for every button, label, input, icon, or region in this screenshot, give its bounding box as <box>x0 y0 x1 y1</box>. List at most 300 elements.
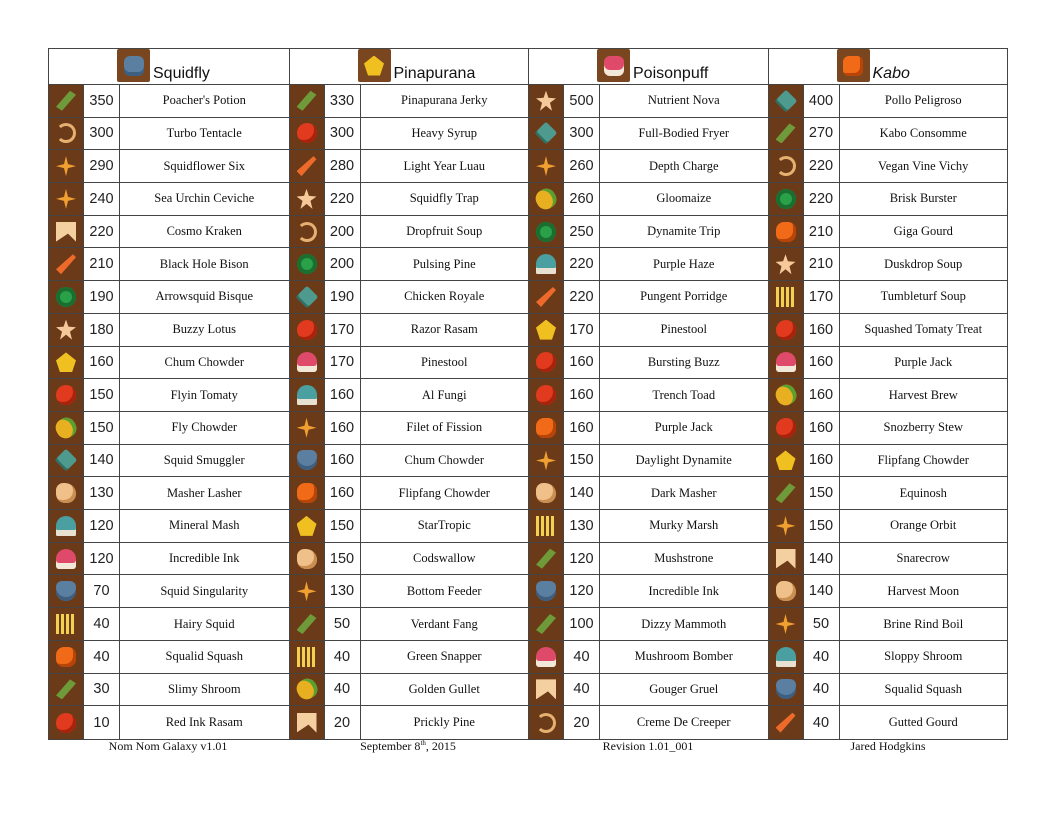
cube-icon-glyph <box>295 286 318 309</box>
cube-icon <box>290 281 325 313</box>
stalk-icon-glyph <box>776 123 796 143</box>
table-row <box>290 510 529 543</box>
recipe-value: 150 <box>564 445 600 477</box>
table-row <box>769 674 1008 707</box>
orange-fruit-icon <box>49 641 84 673</box>
table-row <box>769 248 1008 281</box>
table-row <box>290 412 529 445</box>
table-row <box>769 412 1008 445</box>
recipe-name: Giga Gourd <box>893 224 953 239</box>
green-ring-icon-glyph <box>776 189 796 209</box>
table-row <box>529 477 768 510</box>
recipe-name: Pinestool <box>420 354 468 369</box>
recipe-value: 120 <box>564 543 600 575</box>
table-row <box>49 608 289 641</box>
red-fruit-icon-glyph <box>536 352 556 372</box>
recipe-value: 40 <box>325 674 361 706</box>
recipe-name: Purple Haze <box>653 256 715 271</box>
orange-fruit-icon-glyph <box>776 222 796 242</box>
recipe-value: 180 <box>84 314 120 346</box>
star-icon-glyph <box>776 254 796 274</box>
table-row <box>49 543 289 576</box>
recipe-value: 40 <box>564 674 600 706</box>
recipe-name: Hairy Squid <box>173 616 235 631</box>
recipe-value: 170 <box>564 314 600 346</box>
fries-icon-glyph <box>776 287 796 307</box>
red-fruit-icon <box>769 314 804 346</box>
recipe-value: 200 <box>325 248 361 280</box>
table-row <box>529 445 768 478</box>
orange-fruit-icon <box>290 477 325 509</box>
recipe-name: Flipfang Chowder <box>877 452 969 467</box>
recipe-name: Dropfruit Soup <box>406 224 483 239</box>
swirl-icon <box>290 216 325 248</box>
table-row <box>290 281 529 314</box>
star-icon <box>49 314 84 346</box>
cap-icon-glyph <box>536 254 556 274</box>
mushroom-icon-glyph <box>56 549 76 569</box>
corn-icon-glyph <box>772 381 799 408</box>
red-fruit-icon <box>290 118 325 150</box>
footer-date-ordinal: th <box>420 739 426 747</box>
stalk-icon <box>529 543 564 575</box>
recipe-name: Chum Chowder <box>404 452 484 467</box>
table-row <box>290 314 529 347</box>
star-icon-glyph <box>536 91 556 111</box>
recipe-value: 280 <box>325 150 361 182</box>
recipe-value: 150 <box>804 477 840 509</box>
swirl-icon <box>529 706 564 739</box>
recipe-name: Green Snapper <box>406 649 482 664</box>
recipe-name: Dizzy Mammoth <box>641 616 727 631</box>
recipe-name: Squashed Tomaty Treat <box>864 322 983 337</box>
recipe-name: Duskdrop Soup <box>884 256 963 271</box>
column-title: Poisonpuff <box>633 64 709 82</box>
shield-icon <box>49 575 84 607</box>
recipe-name: Light Year Luau <box>403 158 486 173</box>
fries-icon <box>290 641 325 673</box>
orange-fruit-icon-glyph <box>536 418 556 438</box>
recipe-name: Tumbleturf Soup <box>880 289 966 304</box>
red-fruit-icon-glyph <box>297 123 317 143</box>
corn-icon <box>769 379 804 411</box>
orange-leaf-icon-glyph <box>776 614 796 634</box>
stalk-icon <box>529 608 564 640</box>
recipe-name: Incredible Ink <box>169 551 240 566</box>
recipe-value: 250 <box>564 216 600 248</box>
table-row <box>529 216 768 249</box>
recipe-name: Chum Chowder <box>164 354 244 369</box>
recipe-name: Vegan Vine Vichy <box>878 158 969 173</box>
creature-column-kabo <box>768 49 1008 739</box>
table-row <box>49 314 289 347</box>
recipe-value: 240 <box>84 183 120 215</box>
recipe-value: 170 <box>325 314 361 346</box>
gem-icon-glyph <box>776 450 796 470</box>
carrot-icon-glyph <box>536 287 556 307</box>
recipe-name: Razor Rasam <box>410 322 478 337</box>
recipe-value: 220 <box>564 281 600 313</box>
stalk-icon-glyph <box>536 549 556 569</box>
mushroom-icon <box>290 347 325 379</box>
cube-icon-glyph <box>55 449 78 472</box>
fries-icon-glyph <box>536 516 556 536</box>
recipe-name: Pungent Porridge <box>640 289 728 304</box>
footer-date-year: , 2015 <box>425 739 456 753</box>
table-row <box>290 150 529 183</box>
cap-icon-glyph <box>56 516 76 536</box>
footer-revision: Revision 1.01_001 <box>602 739 694 753</box>
recipe-name: Filet of Fission <box>406 420 483 435</box>
shield-icon <box>529 575 564 607</box>
corn-icon-glyph <box>532 185 559 212</box>
poisonpuff-icon-glyph <box>604 56 624 76</box>
ginger-icon-glyph <box>297 549 317 569</box>
recipe-name: Cosmo Kraken <box>166 224 242 239</box>
recipe-value: 160 <box>84 347 120 379</box>
table-row <box>769 608 1008 641</box>
star-icon <box>769 248 804 280</box>
corn-icon <box>49 412 84 444</box>
recipe-value: 160 <box>564 347 600 379</box>
recipe-value: 150 <box>84 379 120 411</box>
recipe-value: 160 <box>804 347 840 379</box>
cap-icon <box>769 641 804 673</box>
pinapurana-icon-glyph <box>364 56 384 76</box>
orange-fruit-icon <box>529 412 564 444</box>
recipe-name: Dynamite Trip <box>647 224 721 239</box>
swirl-icon-glyph <box>776 156 796 176</box>
recipe-name: Kabo Consomme <box>879 125 967 140</box>
recipe-name: Depth Charge <box>648 158 719 173</box>
gem-icon-glyph <box>297 516 317 536</box>
recipe-value: 160 <box>804 379 840 411</box>
orange-fruit-icon <box>769 216 804 248</box>
flower-icon-glyph <box>536 450 556 470</box>
recipe-value: 70 <box>84 575 120 607</box>
recipe-name: Trench Toad <box>652 387 716 402</box>
recipe-value: 160 <box>325 477 361 509</box>
ginger-icon-glyph <box>56 483 76 503</box>
ginger-icon <box>49 477 84 509</box>
recipe-value: 220 <box>804 150 840 182</box>
recipe-value: 160 <box>564 379 600 411</box>
recipe-name: Pinestool <box>660 322 708 337</box>
recipe-value: 300 <box>564 118 600 150</box>
red-fruit-icon-glyph <box>776 320 796 340</box>
recipe-value: 140 <box>84 445 120 477</box>
recipe-value: 160 <box>325 379 361 411</box>
cap-icon <box>290 379 325 411</box>
gem-icon-glyph <box>536 320 556 340</box>
recipe-name: Verdant Fang <box>410 616 478 631</box>
flower-icon <box>529 445 564 477</box>
table-row <box>290 379 529 412</box>
cap-icon <box>529 248 564 280</box>
column-header <box>529 49 768 85</box>
footer-date <box>288 739 528 755</box>
stalk-icon-glyph <box>56 91 76 111</box>
table-row <box>49 248 289 281</box>
creature-column-poisonpuff <box>528 49 768 739</box>
carrot-icon-glyph <box>297 156 317 176</box>
recipe-name: Mushstrone <box>654 551 714 566</box>
recipe-value: 40 <box>325 641 361 673</box>
table-row <box>529 641 768 674</box>
arrow-icon-glyph <box>536 679 556 699</box>
green-ring-icon <box>769 183 804 215</box>
shield-icon-glyph <box>56 581 76 601</box>
recipe-name: Mineral Mash <box>169 518 240 533</box>
recipe-value: 160 <box>804 314 840 346</box>
fries-icon-glyph <box>56 614 76 634</box>
recipe-name: Sloppy Shroom <box>884 649 963 664</box>
table-row <box>49 216 289 249</box>
table-row <box>529 281 768 314</box>
recipe-name: Pinapurana Jerky <box>401 93 488 108</box>
recipe-name: Slimy Shroom <box>167 681 241 696</box>
ingredient-table <box>48 48 1008 740</box>
stalk-icon <box>49 674 84 706</box>
orange-fruit-icon-glyph <box>297 483 317 503</box>
table-row <box>49 412 289 445</box>
recipe-name: Creme De Creeper <box>636 715 731 730</box>
recipe-value: 140 <box>564 477 600 509</box>
recipe-name: Purple Jack <box>654 420 713 435</box>
table-row <box>769 347 1008 380</box>
table-row <box>769 706 1008 739</box>
stalk-icon-glyph <box>776 483 796 503</box>
red-fruit-icon <box>769 412 804 444</box>
squidfly-icon-glyph <box>124 56 144 76</box>
cube-icon <box>529 118 564 150</box>
swirl-icon-glyph <box>297 222 317 242</box>
carrot-icon <box>769 706 804 739</box>
recipe-name: Prickly Pine <box>413 715 475 730</box>
table-row <box>769 118 1008 151</box>
red-fruit-icon-glyph <box>56 713 76 733</box>
carrot-icon <box>529 281 564 313</box>
recipe-value: 40 <box>804 706 840 739</box>
recipe-value: 160 <box>564 412 600 444</box>
table-row <box>290 445 529 478</box>
recipe-name: Black Hole Bison <box>159 256 249 271</box>
recipe-value: 140 <box>804 543 840 575</box>
table-row <box>49 85 289 118</box>
recipe-name: Flyin Tomaty <box>170 387 238 402</box>
recipe-value: 160 <box>325 412 361 444</box>
shield-icon <box>290 445 325 477</box>
table-row <box>769 510 1008 543</box>
column-header <box>290 49 529 85</box>
star-icon <box>529 85 564 117</box>
recipe-value: 210 <box>804 216 840 248</box>
page-footer <box>48 739 1008 755</box>
recipe-name: Harvest Brew <box>888 387 958 402</box>
red-fruit-icon-glyph <box>536 385 556 405</box>
stalk-icon <box>290 608 325 640</box>
swirl-icon-glyph <box>56 123 76 143</box>
table-row <box>49 477 289 510</box>
recipe-name: Purple Jack <box>894 354 953 369</box>
table-row <box>49 674 289 707</box>
recipe-value: 170 <box>804 281 840 313</box>
recipe-name: Gutted Gourd <box>888 715 958 730</box>
red-fruit-icon-glyph <box>297 320 317 340</box>
recipe-value: 130 <box>325 575 361 607</box>
table-row <box>529 379 768 412</box>
table-row <box>769 575 1008 608</box>
recipe-name: Brine Rind Boil <box>883 616 964 631</box>
mushroom-icon-glyph <box>536 647 556 667</box>
orange-leaf-icon-glyph <box>56 189 76 209</box>
recipe-value: 40 <box>804 641 840 673</box>
recipe-name: StarTropic <box>417 518 471 533</box>
mushroom-icon-glyph <box>297 352 317 372</box>
arrow-icon-glyph <box>297 713 317 733</box>
stalk-icon <box>769 118 804 150</box>
pinapurana-icon <box>358 49 391 82</box>
recipe-name: Squid Singularity <box>160 583 249 598</box>
fries-icon-glyph <box>297 647 317 667</box>
recipe-name: Incredible Ink <box>648 583 719 598</box>
column-header <box>49 49 289 85</box>
ginger-icon <box>529 477 564 509</box>
table-row <box>49 183 289 216</box>
table-row <box>769 477 1008 510</box>
recipe-name: Equinosh <box>899 485 947 500</box>
gem-icon <box>769 445 804 477</box>
table-row <box>49 445 289 478</box>
green-ring-icon-glyph <box>56 287 76 307</box>
recipe-value: 220 <box>564 248 600 280</box>
table-row <box>290 575 529 608</box>
recipe-value: 150 <box>84 412 120 444</box>
shield-icon-glyph <box>776 679 796 699</box>
green-ring-icon <box>290 248 325 280</box>
table-row <box>290 347 529 380</box>
ginger-icon <box>290 543 325 575</box>
kabo-icon <box>837 49 870 82</box>
table-row <box>529 118 768 151</box>
recipe-name: Gouger Gruel <box>649 681 719 696</box>
recipe-name: Snarecrow <box>896 551 950 566</box>
recipe-name: Golden Gullet <box>408 681 480 696</box>
recipe-value: 220 <box>325 183 361 215</box>
table-row <box>290 477 529 510</box>
corn-icon <box>290 674 325 706</box>
recipe-value: 40 <box>84 641 120 673</box>
recipe-name: Full-Bodied Fryer <box>638 125 730 140</box>
squidfly-icon <box>117 49 150 82</box>
swirl-icon <box>769 150 804 182</box>
column-title: Kabo <box>872 64 910 82</box>
recipe-value: 120 <box>84 543 120 575</box>
column-title: Pinapurana <box>393 64 476 82</box>
table-row <box>769 641 1008 674</box>
footer-author: Jared Hodgkins <box>850 739 926 753</box>
recipe-name: Squidfly Trap <box>409 191 479 206</box>
recipe-name: Harvest Moon <box>887 583 960 598</box>
red-fruit-icon <box>290 314 325 346</box>
table-row <box>529 347 768 380</box>
recipe-value: 270 <box>804 118 840 150</box>
corn-icon <box>529 183 564 215</box>
recipe-value: 50 <box>804 608 840 640</box>
table-row <box>49 641 289 674</box>
recipe-value: 20 <box>325 706 361 739</box>
table-row <box>290 543 529 576</box>
green-ring-icon <box>49 281 84 313</box>
arrow-icon <box>290 706 325 739</box>
table-row <box>290 216 529 249</box>
recipe-value: 160 <box>325 445 361 477</box>
recipe-value: 140 <box>804 575 840 607</box>
flower-icon <box>49 150 84 182</box>
cube-icon <box>769 85 804 117</box>
table-row <box>529 85 768 118</box>
table-row <box>290 183 529 216</box>
green-ring-icon-glyph <box>536 222 556 242</box>
carrot-icon <box>290 150 325 182</box>
table-row <box>529 412 768 445</box>
orange-fruit-icon-glyph <box>56 647 76 667</box>
recipe-value: 400 <box>804 85 840 117</box>
orange-leaf-icon <box>529 150 564 182</box>
creature-column-pinapurana <box>289 49 529 739</box>
recipe-value: 150 <box>325 543 361 575</box>
recipe-value: 120 <box>84 510 120 542</box>
recipe-value: 170 <box>325 347 361 379</box>
table-row <box>529 510 768 543</box>
table-row <box>49 118 289 151</box>
footer-date-main: September 8 <box>360 739 421 753</box>
recipe-value: 220 <box>84 216 120 248</box>
recipe-value: 40 <box>564 641 600 673</box>
table-row <box>529 608 768 641</box>
shield-icon-glyph <box>297 450 317 470</box>
recipe-value: 20 <box>564 706 600 739</box>
table-row <box>769 314 1008 347</box>
table-row <box>529 183 768 216</box>
recipe-name: Snozberry Stew <box>883 420 963 435</box>
recipe-name: Codswallow <box>413 551 476 566</box>
arrow-icon <box>769 543 804 575</box>
recipe-value: 330 <box>325 85 361 117</box>
table-row <box>529 706 768 739</box>
table-row <box>49 575 289 608</box>
cap-icon <box>49 510 84 542</box>
recipe-value: 350 <box>84 85 120 117</box>
recipe-name: Brisk Burster <box>889 191 957 206</box>
flower-icon-glyph <box>297 418 317 438</box>
recipe-name: Daylight Dynamite <box>635 452 732 467</box>
gem-icon <box>290 510 325 542</box>
recipe-name: Squidflower Six <box>163 158 246 173</box>
flower-icon-glyph <box>56 156 76 176</box>
swirl-icon-glyph <box>536 713 556 733</box>
recipe-name: Orange Orbit <box>890 518 957 533</box>
red-fruit-icon <box>49 706 84 739</box>
kabo-icon-glyph <box>843 56 863 76</box>
carrot-icon-glyph <box>56 254 76 274</box>
arrow-icon <box>529 674 564 706</box>
swirl-icon <box>49 118 84 150</box>
footer-version: Nom Nom Galaxy v1.01 <box>108 739 228 753</box>
cube-icon <box>49 445 84 477</box>
recipe-value: 160 <box>804 445 840 477</box>
table-row <box>49 510 289 543</box>
